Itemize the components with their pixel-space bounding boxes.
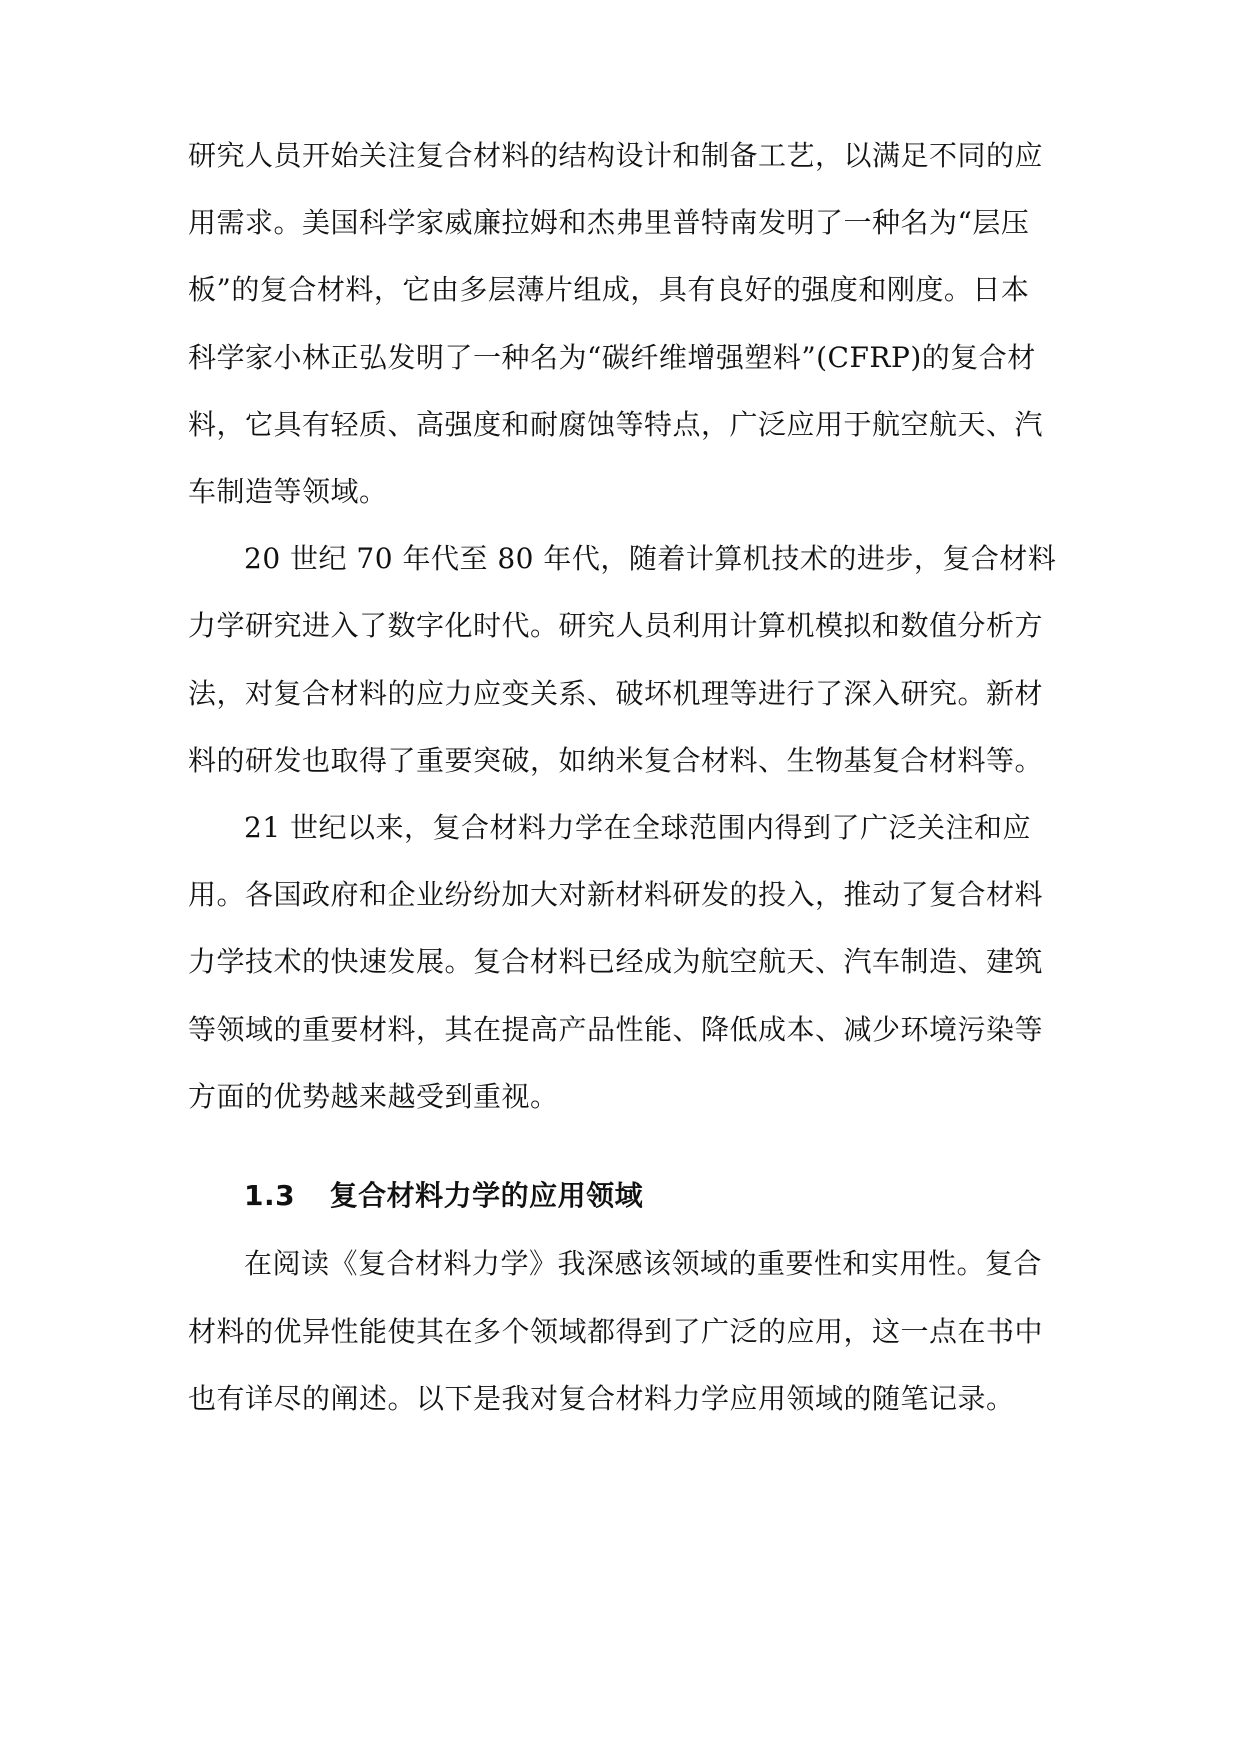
paragraph-3-line-2: 用。各国政府和企业纷纷加大对新材料研发的投入，推动了复合材料 <box>188 878 1044 911</box>
paragraph-3-line-5: 方面的优势越来越受到重视。 <box>188 1080 559 1113</box>
paragraph-3-line-1: 21 世纪以来，复合材料力学在全球范围内得到了广泛关注和应 <box>244 811 1032 844</box>
paragraph-1-line-1: 研究人员开始关注复合材料的结构设计和制备工艺，以满足不同的应 <box>188 139 1044 172</box>
paragraph-2-line-4: 料的研发也取得了重要突破，如纳米复合材料、生物基复合材料等。 <box>188 744 1044 777</box>
paragraph-4-line-2: 材料的优异性能使其在多个领域都得到了广泛的应用，这一点在书中 <box>188 1315 1044 1348</box>
section-title: 复合材料力学的应用领域 <box>329 1179 644 1212</box>
paragraph-1-line-5: 料，它具有轻质、高强度和耐腐蚀等特点，广泛应用于航空航天、汽 <box>188 408 1044 441</box>
paragraph-3-line-3: 力学技术的快速发展。复合材料已经成为航空航天、汽车制造、建筑 <box>188 945 1044 978</box>
paragraph-1-line-3: 板”的复合材料，它由多层薄片组成，具有良好的强度和刚度。日本 <box>188 273 1030 306</box>
paragraph-1-line-6: 车制造等领域。 <box>188 475 388 508</box>
paragraph-1-line-2: 用需求。美国科学家威廉拉姆和杰弗里普特南发明了一种名为“层压 <box>188 206 1030 239</box>
section-number: 1.3 <box>244 1179 296 1212</box>
paragraph-2-line-2: 力学研究进入了数字化时代。研究人员利用计算机模拟和数值分析方 <box>188 609 1044 642</box>
paragraph-3-line-4: 等领域的重要材料，其在提高产品性能、降低成本、减少环境污染等 <box>188 1013 1044 1046</box>
paragraph-2-line-1: 20 世纪 70 年代至 80 年代，随着计算机技术的进步，复合材料 <box>244 542 1057 575</box>
section-heading <box>244 1176 643 1216</box>
paragraph-2-line-3: 法，对复合材料的应力应变关系、破坏机理等进行了深入研究。新材 <box>188 677 1044 710</box>
paragraph-4-line-3: 也有详尽的阐述。以下是我对复合材料力学应用领域的随笔记录。 <box>188 1382 1015 1415</box>
paragraph-4-line-1: 在阅读《复合材料力学》我深感该领域的重要性和实用性。复合 <box>244 1247 1043 1280</box>
paragraph-1-line-4: 科学家小林正弘发明了一种名为“碳纤维增强塑料”(CFRP)的复合材 <box>188 341 1036 374</box>
